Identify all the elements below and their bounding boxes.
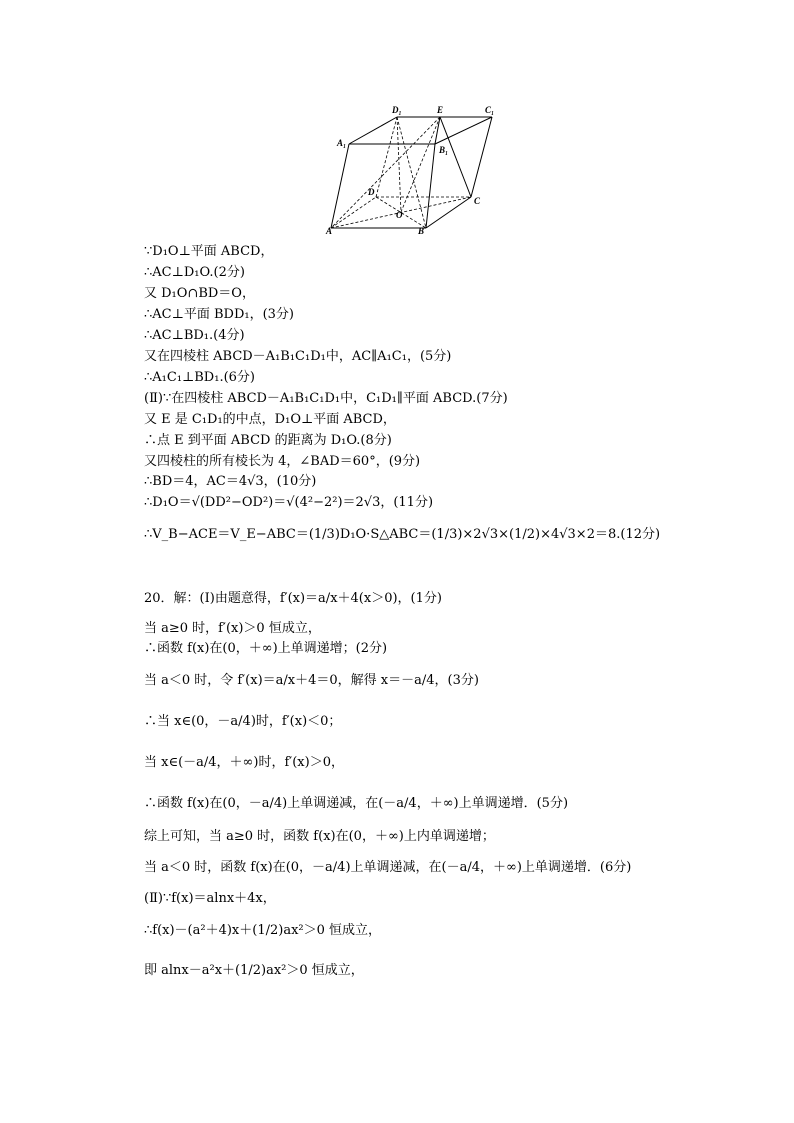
solution-line: (Ⅱ)∵在四棱柱 ABCD－A₁B₁C₁D₁中，C₁D₁∥平面 ABCD.(7分) xyxy=(144,391,508,406)
label-E: E xyxy=(437,105,444,115)
label-A1: A₁ xyxy=(337,138,347,148)
solution-line: ∴D₁O＝√(DD²−OD²)＝√(4²−2²)＝2√3，(11分) xyxy=(144,495,434,510)
label-D1: D₁ xyxy=(392,105,402,115)
label-B1: B₁ xyxy=(439,145,449,155)
solution-line: ∴V_B−ACE＝V_E−ABC＝(1/3)D₁O·S△ABC＝(1/3)×2√3×(1/2)×4√3×2＝8.(12分) xyxy=(144,527,661,542)
solution-line: 又 D₁O∩BD＝O， xyxy=(144,286,255,301)
solution-line: ∴函数 f(x)在(0，＋∞)上单调递增；(2分) xyxy=(144,641,388,656)
solution-line: 又 E 是 C₁D₁的中点，D₁O⊥平面 ABCD， xyxy=(144,412,396,427)
solution-line: ∵D₁O⊥平面 ABCD， xyxy=(144,244,274,259)
solution-line: (Ⅱ)∵f(x)＝alnx＋4x， xyxy=(144,891,276,906)
solution-line: ∴函数 f(x)在(0，－a/4)上单调递减，在(－a/4，＋∞)上单调递增．(5分) xyxy=(144,796,569,811)
solution-line: 当 x∈(－a/4，＋∞)时，f′(x)＞0， xyxy=(144,755,344,770)
solution-line: 又四棱柱的所有棱长为 4，∠BAD＝60°，(9分) xyxy=(144,454,421,469)
label-C: C xyxy=(474,196,481,206)
solution-line: 即 alnx－a²x＋(1/2)ax²＞0 恒成立， xyxy=(144,963,364,978)
solution-line: ∴AC⊥BD₁.(4分) xyxy=(144,328,245,343)
label-D: D xyxy=(368,187,375,197)
label-O: O xyxy=(396,210,403,220)
solution-line: 综上可知，当 a≥0 时，函数 f(x)在(0，＋∞)上内单调递增； xyxy=(144,829,495,844)
label-C1: C₁ xyxy=(485,105,495,115)
label-A: A xyxy=(326,226,333,235)
solution-line: ∴AC⊥平面 BDD₁，(3分) xyxy=(144,307,294,322)
solution-line: ∴当 x∈(0，－a/4)时，f′(x)＜0； xyxy=(144,714,342,729)
label-B: B xyxy=(418,226,425,235)
solution-line: ∴AC⊥D₁O.(2分) xyxy=(144,265,245,280)
solution-line: 20．解：(Ⅰ)由题意得，f′(x)＝a/x＋4(x＞0)，(1分) xyxy=(144,591,442,606)
solution-line: 又在四棱柱 ABCD－A₁B₁C₁D₁中，AC∥A₁C₁，(5分) xyxy=(144,349,452,364)
solution-line: ∴点 E 到平面 ABCD 的距离为 D₁O.(8分) xyxy=(144,433,392,448)
solution-line: ∴f(x)－(a²＋4)x＋(1/2)ax²＞0 恒成立， xyxy=(144,923,382,938)
solution-line: 当 a＜0 时，令 f′(x)＝a/x＋4＝0，解得 x＝－a/4，(3分) xyxy=(144,673,479,688)
solution-line: ∴A₁C₁⊥BD₁.(6分) xyxy=(144,370,255,385)
solution-line: 当 a≥0 时，f′(x)＞0 恒成立， xyxy=(144,621,321,636)
solution-line: ∴BD＝4，AC＝4√3，(10分) xyxy=(144,474,317,489)
solution-line: 当 a＜0 时，函数 f(x)在(0，－a/4)上单调递减，在(－a/4，＋∞)上单调递增．(6分) xyxy=(144,860,632,875)
prism-figure xyxy=(320,100,510,235)
